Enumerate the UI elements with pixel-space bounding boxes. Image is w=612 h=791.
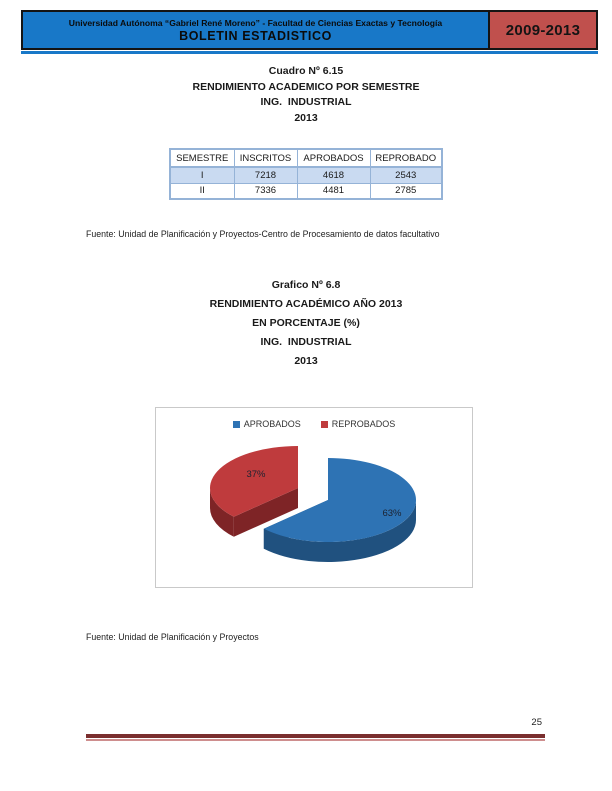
- semester-table: [169, 148, 443, 200]
- cell-inscritos: 7218: [234, 167, 297, 183]
- header-underline: [21, 51, 598, 54]
- pie-chart-frame: [155, 407, 473, 588]
- cuadro-title-line: 2013: [294, 111, 318, 124]
- period-badge: 2009-2013: [488, 12, 596, 48]
- grafico-title-line: 2013: [294, 355, 318, 367]
- table-header-row: [170, 149, 442, 167]
- table-row: [170, 183, 442, 199]
- col-header-reprobado: REPROBADO: [370, 149, 442, 167]
- cuadro-title-block: [0, 64, 612, 126]
- table-row: [170, 167, 442, 183]
- pie-label-aprobados: 63%: [382, 508, 402, 519]
- grafico-title-line: Grafico Nº 6.8: [271, 279, 341, 291]
- cell-inscritos: 7336: [234, 183, 297, 199]
- cuadro-title-line: ING. INDUSTRIAL: [260, 96, 352, 108]
- grafico-title-line: EN PORCENTAJE (%): [252, 317, 360, 329]
- header-banner: [21, 10, 598, 54]
- legend-item-aprobados: [233, 419, 301, 429]
- col-header-aprobados: APROBADOS: [297, 149, 370, 167]
- cuadro-title-line: RENDIMIENTO ACADEMICO POR SEMESTRE: [192, 80, 420, 93]
- chart-source-note: Fuente: Unidad de Planificación y Proyectos: [86, 632, 259, 642]
- cell-reprobado: 2785: [370, 183, 442, 199]
- grafico-title-block: [0, 276, 612, 371]
- footer-rule: [86, 734, 545, 741]
- cell-aprobados: 4618: [297, 167, 370, 183]
- chart-legend: [156, 419, 472, 429]
- semester-table-wrap: [0, 148, 612, 200]
- pie-label-reprobados: 37%: [246, 469, 266, 480]
- legend-swatch-aprobados-icon: [233, 421, 240, 428]
- grafico-title-line: RENDIMIENTO ACADÉMICO AÑO 2013: [209, 298, 403, 310]
- col-header-inscritos: INSCRITOS: [234, 149, 297, 167]
- page-number: 25: [531, 717, 542, 728]
- cell-aprobados: 4481: [297, 183, 370, 199]
- table-source-note: Fuente: Unidad de Planificación y Proyectos-Centro de Procesamiento de datos facultativo: [86, 229, 440, 239]
- col-header-semestre: SEMESTRE: [170, 149, 234, 167]
- legend-label-reprobados: REPROBADOS: [331, 419, 396, 429]
- header-blue-panel: [23, 12, 488, 48]
- legend-item-reprobados: [321, 419, 396, 429]
- cuadro-title-line: Cuadro Nº 6.15: [268, 65, 344, 77]
- cell-reprobado: 2543: [370, 167, 442, 183]
- pie-chart: [156, 408, 472, 587]
- cell-semestre: I: [170, 167, 234, 183]
- cell-semestre: II: [170, 183, 234, 199]
- grafico-title-line: ING. INDUSTRIAL: [260, 336, 352, 348]
- legend-label-aprobados: APROBADOS: [243, 419, 301, 429]
- footer-rule-thin-line: [86, 739, 545, 741]
- institution-title: Universidad Autónoma “Gabriel René Moreno” - Facultad de Ciencias Exactas y Tecnología: [68, 17, 443, 28]
- legend-swatch-reprobados-icon: [321, 421, 328, 428]
- bulletin-title: BOLETIN ESTADISTICO: [179, 28, 332, 43]
